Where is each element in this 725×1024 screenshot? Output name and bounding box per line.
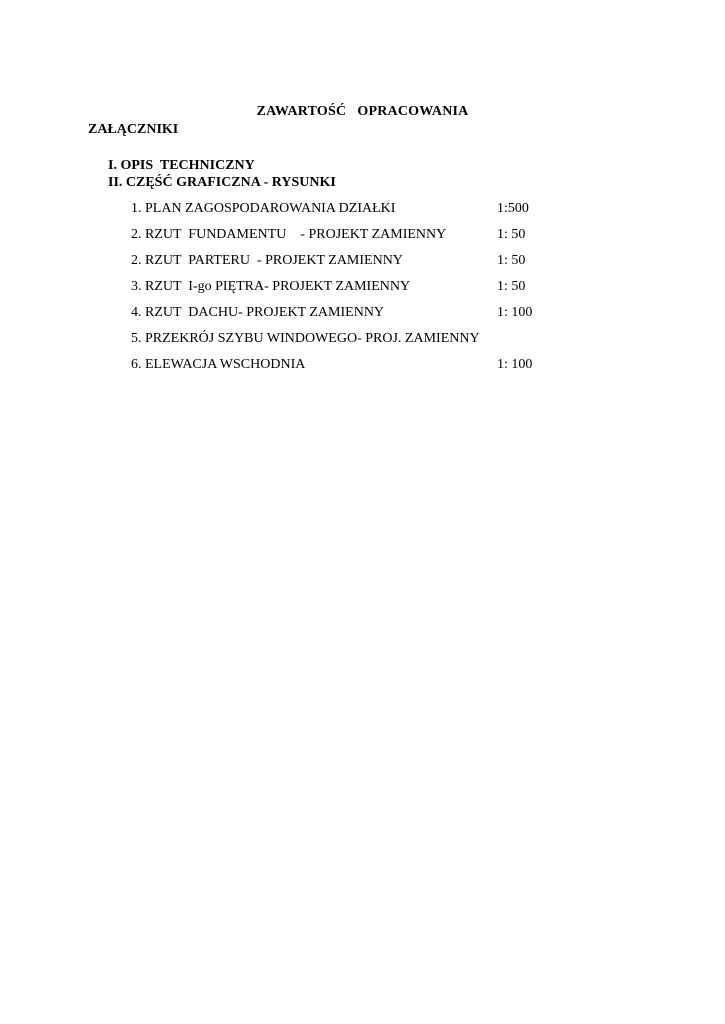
drawings-list	[131, 200, 551, 382]
item-scale: 1: 50	[497, 279, 526, 294]
section-graphic-part: II. CZĘŚĆ GRAFICZNA - RYSUNKI	[108, 175, 336, 190]
item-label: 6. ELEWACJA WSCHODNIA	[131, 357, 306, 372]
item-label: 1. PLAN ZAGOSPODAROWANIA DZIAŁKI	[131, 201, 396, 216]
item-label: 4. RZUT DACHU- PROJEKT ZAMIENNY	[131, 305, 385, 320]
list-item	[131, 252, 551, 278]
attachments-heading: ZAŁĄCZNIKI	[88, 122, 179, 137]
list-item	[131, 330, 551, 356]
list-item	[131, 356, 551, 382]
section-technical-description: I. OPIS TECHNICZNY	[108, 158, 255, 173]
sections-list	[108, 157, 336, 191]
item-scale: 1: 100	[497, 357, 533, 372]
item-label: 5. PRZEKRÓJ SZYBU WINDOWEGO- PROJ. ZAMIENNY	[131, 331, 480, 346]
document-title: ZAWARTOŚĆ OPRACOWANIA	[256, 104, 469, 119]
item-scale: 1: 100	[497, 305, 533, 320]
item-label: 3. RZUT I-go PIĘTRA- PROJEKT ZAMIENNY	[131, 279, 411, 294]
item-scale: 1:500	[497, 201, 529, 216]
list-item	[131, 226, 551, 252]
item-scale: 1: 50	[497, 253, 526, 268]
list-item	[131, 200, 551, 226]
item-label: 2. RZUT PARTERU - PROJEKT ZAMIENNY	[131, 253, 403, 268]
item-scale: 1: 50	[497, 227, 526, 242]
item-label: 2. RZUT FUNDAMENTU - PROJEKT ZAMIENNY	[131, 227, 447, 242]
list-item	[131, 304, 551, 330]
list-item	[131, 278, 551, 304]
